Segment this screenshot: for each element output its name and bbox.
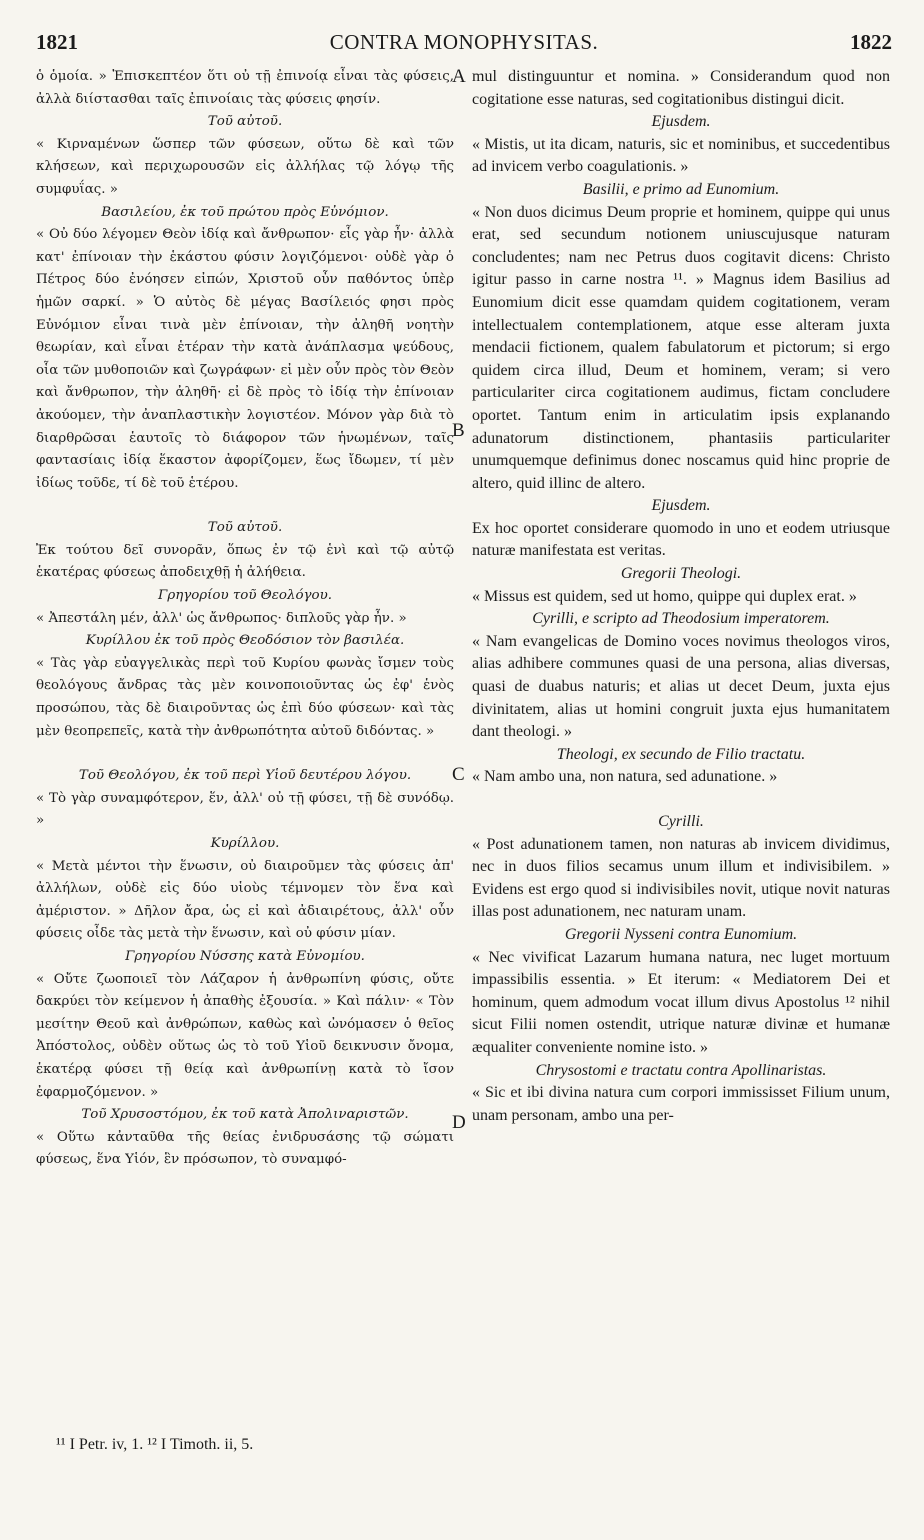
section-heading: Gregorii Nysseni contra Eunomium. (564, 925, 798, 943)
spacer (472, 789, 890, 811)
section-heading: Cyrilli, e scripto ad Theodosium imperatorem. (532, 610, 830, 628)
spacer (36, 743, 454, 765)
section-heading: Τοῦ αὐτοῦ. (207, 114, 283, 130)
page-number-left: 1821 (36, 30, 78, 54)
section-heading: Τοῦ Θεολόγου, ἐκ τοῦ περὶ Υἱοῦ δευτέρου λόγου. (78, 768, 412, 784)
text-paragraph: « Nam evangelicas de Domino voces novimus theologos viros, alias adhibere communes quasi de una persona, alias diversas, quasi de duabus naturis; et alias ut decet Deum, juxta ejus divinitatem, alias ut homini congruit juxta ejus humanitatem dant theologi. » (472, 632, 890, 741)
section-heading: Theologi, ex secundo de Filio tractatu. (556, 745, 806, 763)
latin-column (472, 66, 890, 1127)
text-paragraph: « Mistis, ut ita dicam, naturis, sic et nominibus, et succedentibus ad invicem verbo coagulationis. » (472, 135, 890, 176)
running-header (36, 30, 892, 60)
text-paragraph: « Κιρναμένων ὥσπερ τῶν φύσεων, οὕτω δὲ καὶ τῶν κλήσεων, καὶ περιχωρουσῶν εἰς ἀλλήλας τῷ λόγῳ τῆς συμφυΐας. » (36, 136, 454, 197)
text-paragraph: « Τὸ γὰρ συναμφότερον, ἕν, ἀλλ' οὐ τῇ φύσει, τῇ δὲ συνόδῳ. » (36, 790, 454, 829)
text-paragraph: « Ἀπεστάλη μέν, ἀλλ' ὡς ἄνθρωπος· διπλοῦς γὰρ ἦν. » (36, 610, 407, 626)
section-heading: Βασιλείου, ἐκ τοῦ πρώτου πρὸς Εὐνόμιον. (101, 204, 389, 220)
section-heading: Τοῦ αὐτοῦ. (207, 520, 283, 536)
marker-b: B (452, 420, 465, 441)
section-heading: Ejusdem. (651, 113, 711, 131)
section-heading: Basilii, e primo ad Eunomium. (582, 180, 780, 198)
text-paragraph: « Τὰς γὰρ εὐαγγελικὰς περὶ τοῦ Κυρίου φωνὰς ἴσμεν τοὺς θεολόγους ἄνδρας τὰς μὲν κοινοποιοῦντας ὡς ἐφ' ἑνὸς προσώπου, τὰς δὲ διαιροῦντας ὡς ἐπὶ δύο φύσεων· καὶ τὰς μὲν θεοπρεπεῖς, κατὰ τὴν ἀνθρωπότητα αὐτοῦ διδόντας. » (36, 655, 454, 739)
text-paragraph: « Οὔτε ζωοποιεῖ τὸν Λάζαρον ἡ ἀνθρωπίνη φύσις, οὔτε δακρύει τὸν κείμενον ἡ ἀπαθὴς ἐξουσία. » Καὶ πάλιν· « Τὸν μεσίτην Θεοῦ καὶ ἀνθρώπων, καθὼς καὶ ὠνόμασεν ὁ θεῖος Ἀπόστολος, οὐδὲν οὕτως ὡς τὸ τοῦ Υἱοῦ δεικνυσιν ὄνομα, ἑκατέρᾳ φύσει τῇ θείᾳ καὶ ἀνθρωπίνῃ κατὰ τὸ ἴσον ἐφαρμοζόμενον. » (36, 971, 454, 1100)
text-paragraph: « Non duos dicimus Deum proprie et hominem, quippe qui unus erat, sed secundum notionem uniuscujusque naturam concludentes; nam nec Petrus duos cogitavit dicens: Christo igitur passo in carne nostra ¹¹. » Magnus idem Basilius ad Eunomium dicit esse quamdam quidem cogitationem, veram intellectualem contemplationem, atque esse alteram juxta mendacii fictionem, qualem fabulatorum et pictorum; si ergo quidem circa illud, Deum et hominem, veram; si vero particulariter circa cogitationem audimus, fictam concludere oportet. Tantum enim in articulatim ipsis explanando adunatorum distinctionem, phantasiis particulariter unumquemque definimus donec noscamus quid hinc proprie de altero, quid illinc de altero. (472, 203, 890, 492)
text-paragraph: « Sic et ibi divina natura cum corpori immississet Filium unum, unam personam, ambo una per- (472, 1084, 890, 1124)
text-paragraph: « Μετὰ μέντοι τὴν ἕνωσιν, οὐ διαιροῦμεν τὰς φύσεις ἀπ' ἀλλήλων, οὐδὲ εἰς δύο υἱοὺς τέμνομεν τὸν ἕνα καὶ ἀμέριστον. » Δῆλον ἄρα, ὡς εἰ καὶ ἀδιαιρέτους, ἀλλ' οὖν φύσεις οἶδε τὰς μετὰ τὴν ἕνωσιν, καὶ οὐ φύσιν μίαν. (36, 858, 454, 942)
section-heading: Κυρίλλου ἐκ τοῦ πρὸς Θεοδόσιον τὸν βασιλέα. (85, 633, 405, 649)
marker-c: C (452, 764, 465, 785)
text-paragraph: mul distinguuntur et nomina. » Considerandum quod non cogitatione esse naturas, sed cogitationibus distingui dicit. (472, 68, 890, 108)
text-paragraph: « Missus est quidem, sed ut homo, quippe qui duplex erat. » (472, 587, 857, 605)
marker-d: D (452, 1112, 466, 1133)
text-paragraph: « Nam ambo una, non natura, sed adunatione. » (472, 768, 778, 786)
section-heading: Ejusdem. (651, 497, 711, 515)
text-paragraph: Ex hoc oportet considerare quomodo in uno et eodem utriusque naturæ manifestata est veritas. (472, 519, 890, 560)
text-paragraph: « Nec vivificat Lazarum humana natura, nec luget mortuum impassibilis essentia. » Et iterum: « Mediatorem Dei et hominum, quem admodum vocat illum divus Apostolus ¹² nihil sicut Filii nomen ostendit, utrique naturæ divinæ et humanæ æqualiter conveniente nomine isto. » (472, 948, 890, 1056)
text-paragraph: « Οὐ δύο λέγομεν Θεὸν ἰδίᾳ καὶ ἄνθρωπον· εἷς γὰρ ἦν· ἀλλὰ κατ' ἐπίνοιαν τὴν ἑκάστου φύσιν λογιζόμενοι· οὐδὲ γὰρ ὁ Πέτρος δύο ἐνόησεν εἰπών, Χριστοῦ οὖν παθόντος ὑπὲρ ἡμῶν σαρκί. » Ὁ αὐτὸς δὲ μέγας Βασίλειός φησι πρὸς Εὐνόμιον εἶναι τινὰ μὲν ἐπίνοιαν, τὴν ἀληθῆ νοητὴν θεωρίαν, καὶ εἶναι ἑτέραν τὴν κατὰ ἀνάπλασμα ψεύδους, οἷα τῶν μυθοποιῶν καὶ ζωγράφων· εἰ μὲν οὖν πρὸς τὸν Θεὸν καὶ ἄνθρωπον, τὴν ἀληθῆ· εἰ δὲ πρὸς τὸ ἰδίᾳ τὴν ἐπίνοιαν ἀκούομεν, τὴν ἀναπλαστικὴν λογιστέον. Μόνον γὰρ διὰ τὸ διαρθρῶσαι ἑαυτοῖς τὸ διάφορον τῶν ἡνωμένων, ταῖς φαντασίαις ἰδίᾳ ἕκαστον ἀφορίζομεν, ἕως ἴδωμεν, τί μὲν ἰδίως τοῦδε, τί δὲ τοῦ ἑτέρου. (36, 227, 454, 491)
text-paragraph: « Post adunationem tamen, non naturas ab invicem dividimus, nec in duos filios secamus unum illum et indivisibilem. » Evidens est ergo quod si indivisibiles novit, utique novit naturas illas post adunationem, nec naturam unam. (472, 835, 890, 921)
text-paragraph: « Οὕτω κἀνταῦθα τῆς θείας ἐνιδρυσάσης τῷ σώματι φύσεως, ἕνα Υἱόν, ἓν πρόσωπον, τὸ συναμφό- (36, 1129, 454, 1168)
section-heading: Cyrilli. (658, 813, 704, 830)
footnotes: ¹¹ I Petr. iv, 1. ¹² I Timoth. ii, 5. (56, 1436, 254, 1453)
section-heading: Gregorii Theologi. (620, 565, 742, 583)
section-heading: Chrysostomi e tractatu contra Apollinaristas. (535, 1061, 827, 1079)
section-heading: Γρηγορίου τοῦ Θεολόγου. (158, 588, 332, 604)
marker-a: A (452, 66, 466, 87)
section-heading: Κυρίλλου. (210, 836, 280, 851)
section-heading: Τοῦ Χρυσοστόμου, ἐκ τοῦ κατὰ Ἀπολιναριστῶν. (81, 1107, 409, 1123)
spacer (36, 495, 454, 517)
page-number-right: 1822 (850, 30, 892, 54)
section-heading: Γρηγορίου Νύσσης κατὰ Εὐνομίου. (125, 948, 365, 964)
greek-column (36, 66, 454, 1172)
text-paragraph: ὁ ὁμοία. » Ἐπισκεπτέον ὅτι οὐ τῇ ἐπινοίᾳ εἶναι τὰς φύσεις, ἀλλὰ διίστασθαι ταῖς ἐπινοίαις τὰς φύσεις φησίν. (36, 69, 454, 107)
text-paragraph: Ἐκ τούτου δεῖ συνορᾶν, ὅπως ἐν τῷ ἑνὶ καὶ τῷ αὐτῷ ἑκατέρας φύσεως ἀποδειχθῇ ἡ ἀλήθεια. (36, 542, 454, 581)
running-title: CONTRA MONOPHYSITAS. (329, 30, 599, 54)
